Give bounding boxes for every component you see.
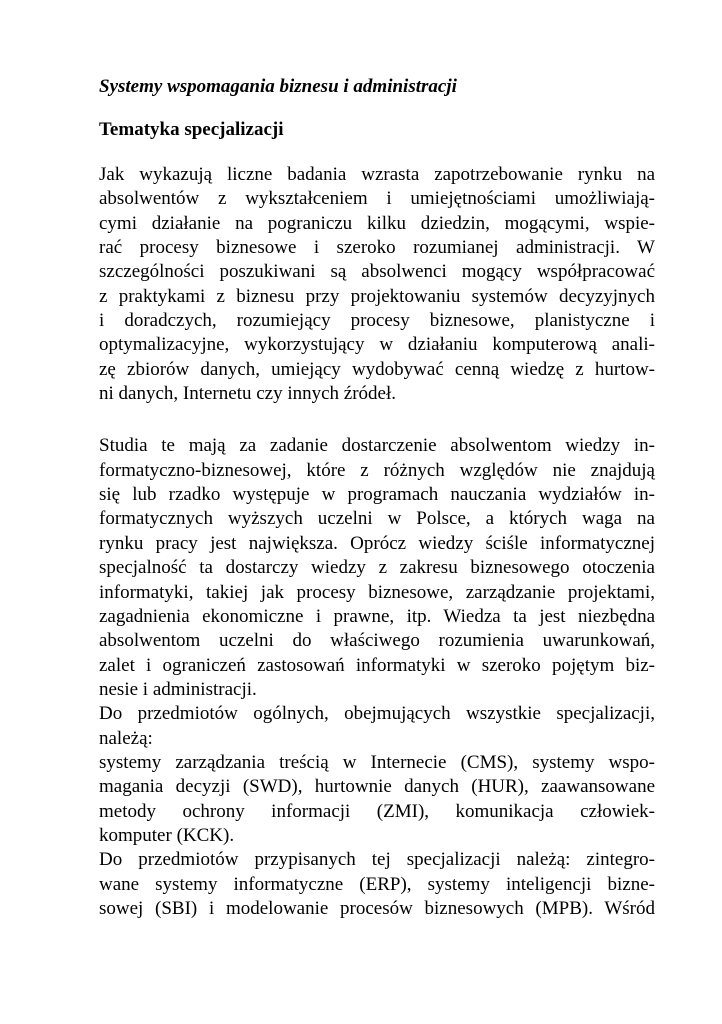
paragraph-study-scope	[99, 434, 655, 921]
text-line: zalet i ograniczeń zastosowań informatyki w szeroko pojętym biz-	[99, 654, 655, 676]
text-line: się lub rzadko występuje w programach nauczania wydziałów in-	[99, 484, 655, 506]
text-line: sowej (SBI) i modelowanie procesów biznesowych (MPB). Wśród	[99, 897, 655, 919]
spacer	[99, 143, 655, 163]
text-line: komputer (KCK).	[99, 824, 235, 846]
text-line: i doradczych, rozumiejący procesy biznesowe, planistyczne i	[99, 310, 655, 332]
text-line: absolwentom uczelni do właściwego rozumienia uwarunkowań,	[99, 630, 655, 652]
text-line: rynku pracy jest największa. Oprócz wiedzy ściśle informatycznej	[99, 532, 655, 554]
section-title: Tematyka specjalizacji	[99, 119, 284, 140]
text-line: ni danych, Internetu czy innych źródeł.	[99, 383, 397, 405]
text-line: Do przedmiotów ogólnych, obejmujących wszystkie specjalizacji,	[99, 703, 655, 725]
text-line: formatyczno-biznesowej, które z różnych względów nie znajdują	[99, 459, 655, 481]
text-line: zagadnienia ekonomiczne i prawne, itp. Wiedza ta jest niezbędna	[99, 605, 655, 627]
document-title: Systemy wspomagania biznesu i administracji	[99, 76, 457, 97]
text-line: absolwentów z wykształceniem i umiejętnościami umożliwiają-	[99, 188, 655, 210]
text-line: specjalność ta dostarczy wiedzy z zakresu biznesowego otoczenia	[99, 557, 655, 579]
text-line: systemy zarządzania treścią w Internecie (CMS), systemy wspo-	[99, 751, 655, 773]
text-line: należą:	[99, 727, 153, 749]
text-line: Jak wykazują liczne badania wzrasta zapotrzebowanie rynku na	[99, 164, 655, 185]
paragraph-intro	[99, 163, 655, 406]
spacer	[99, 406, 655, 434]
spacer	[99, 100, 655, 117]
text-line: magania decyzji (SWD), hurtownie danych (HUR), zaawansowane	[99, 776, 655, 798]
text-line: z praktykami z biznesu przy projektowaniu systemów decyzyjnych	[99, 285, 655, 307]
text-line: szczególności poszukiwani są absolwenci mogący współpracować	[99, 261, 655, 283]
text-line: nesie i administracji.	[99, 678, 257, 700]
text-line: Do przedmiotów przypisanych tej specjalizacji należą: zintegro-	[99, 849, 655, 871]
text-line: cymi działanie na pograniczu kilku dziedzin, mogącymi, wspie-	[99, 212, 655, 234]
text-line: wane systemy informatyczne (ERP), systemy inteligencji bizne-	[99, 873, 655, 895]
text-line: optymalizacyjne, wykorzystujący w działaniu komputerową anali-	[99, 334, 655, 356]
text-line: informatyki, takiej jak procesy biznesowe, zarządzanie projektami,	[99, 581, 655, 603]
text-line: metody ochrony informacji (ZMI), komunikacja człowiek-	[99, 800, 655, 822]
document-page	[99, 74, 655, 921]
text-line: zę zbiorów danych, umiejący wydobywać cenną wiedzę z hurtow-	[99, 358, 655, 380]
text-line: formatycznych wyższych uczelni w Polsce, a których waga na	[99, 508, 655, 530]
text-line: rać procesy biznesowe i szeroko rozumianej administracji. W	[99, 237, 655, 259]
text-line: Studia te mają za zadanie dostarczenie absolwentom wiedzy in-	[99, 435, 655, 457]
